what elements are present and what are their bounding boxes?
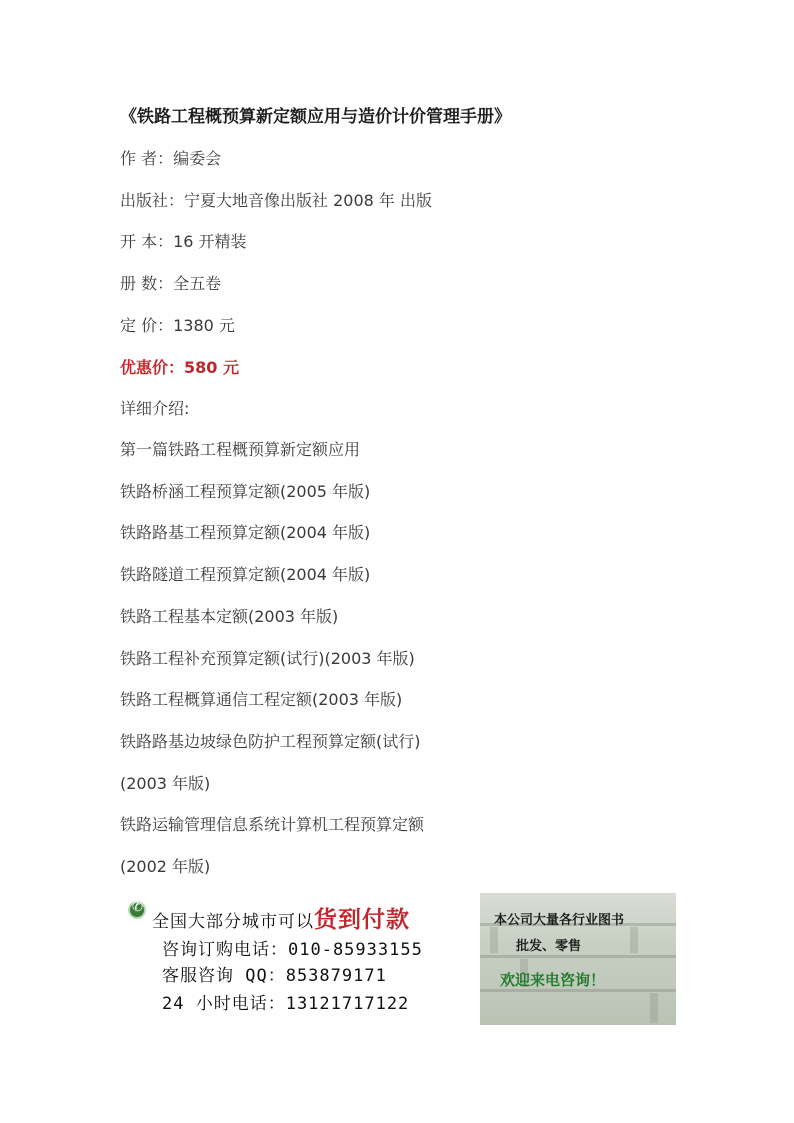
contents-item: 铁路工程基本定额(2003 年版) [120,607,339,626]
contents-item: (2002 年版) [120,857,211,876]
retail-line: 批发、零售 [516,939,582,954]
contents-item: 铁路路基工程预算定额(2004 年版) [120,523,371,542]
contact-banner [120,893,460,1021]
hotline-line: 24 小时电话：13121717122 [162,994,410,1014]
contents-item: (2003 年版) [120,774,211,793]
qq-line: 客服咨询 QQ：853879171 [162,966,387,986]
contents-item: 铁路运输管理信息系统计算机工程预算定额 [120,815,425,834]
cod-prefix: 全国大部分城市可以 [152,912,314,932]
cod-line [152,901,410,934]
author-line: 作 者：编委会 [120,149,222,168]
contents-item: 铁路工程概算通信工程定额(2003 年版) [120,690,403,709]
contents-item: 铁路隧道工程预算定额(2004 年版) [120,565,371,584]
wholesale-banner [480,893,676,1025]
discount-price: 优惠价：580 元 [120,358,239,377]
format-line: 开 本：16 开精装 [120,232,247,251]
contents-item: 铁路工程补充预算定额(试行)(2003 年版) [120,649,415,668]
cod-highlight: 货到付款 [314,906,410,933]
contents-item: 铁路路基边坡绿色防护工程预算定额(试行) [120,732,421,751]
price-line: 定 价：1380 元 [120,316,235,335]
publisher-line: 出版社：宁夏大地音像出版社 2008 年 出版 [120,191,432,210]
book-title: 《铁路工程概预算新定额应用与造价计价管理手册》 [120,107,511,127]
details-heading: 详细介绍: [120,399,190,418]
volumes-line: 册 数：全五卷 [120,274,222,293]
wholesale-line: 本公司大量各行业图书 [494,913,625,928]
phone-line: 咨询订购电话：010-85933155 [162,940,423,960]
contents-item: 铁路桥涵工程预算定额(2005 年版) [120,482,371,501]
welcome-line: 欢迎来电咨询！ [500,971,606,989]
phone-icon [128,901,146,919]
contents-item: 第一篇铁路工程概预算新定额应用 [120,440,361,459]
